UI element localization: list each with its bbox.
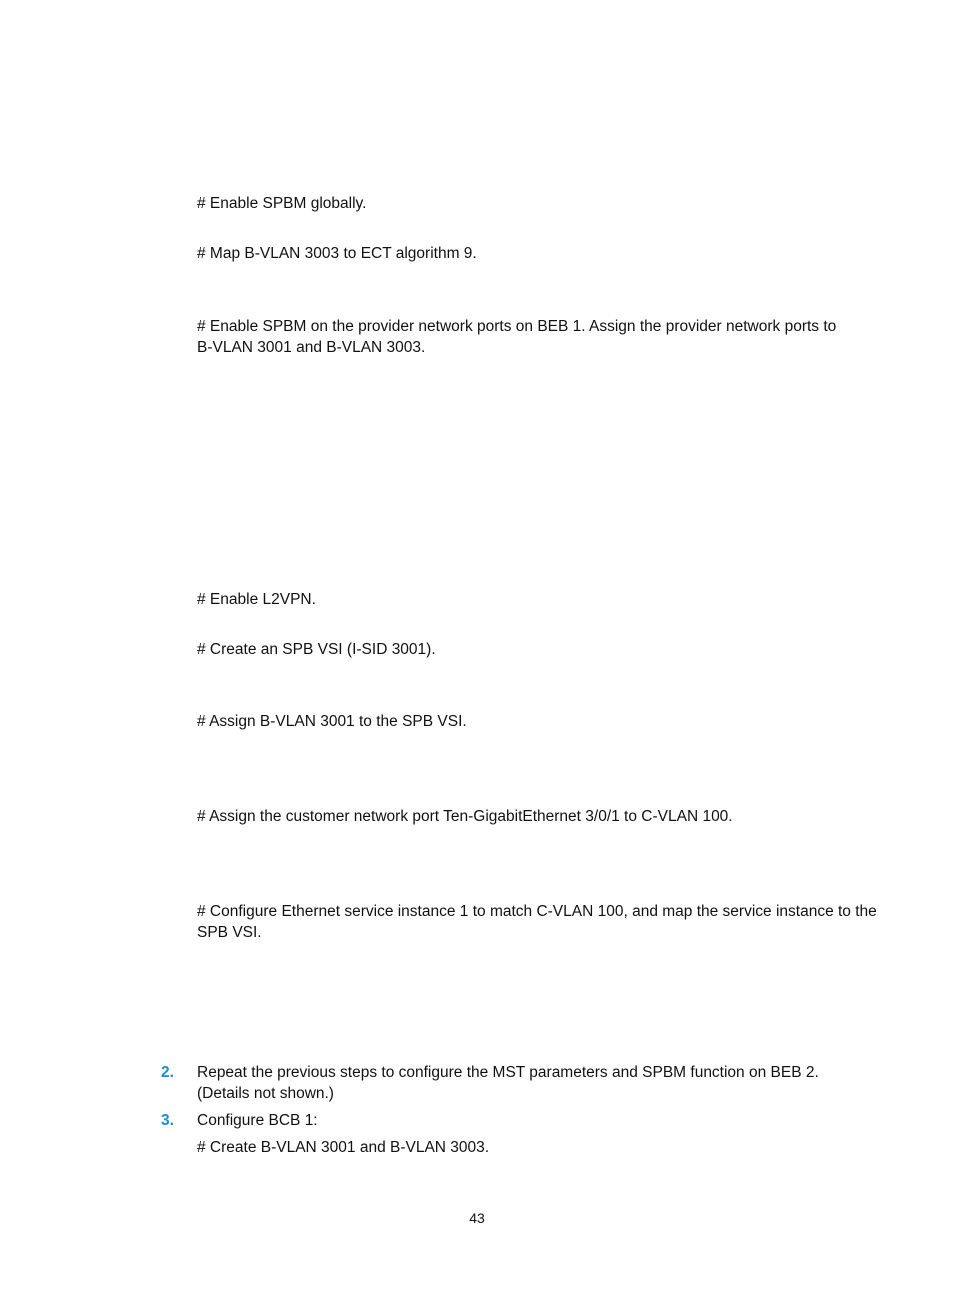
comment-enable-spbm-globally: # Enable SPBM globally. <box>197 195 367 212</box>
comment-assign-customer-port: # Assign the customer network port Ten-GigabitEthernet 3/0/1 to C-VLAN 100. <box>197 808 733 825</box>
comment-enable-spbm-ports-line2: B-VLAN 3001 and B-VLAN 3003. <box>197 339 426 356</box>
step-number-2: 2. <box>161 1064 174 1081</box>
step-number-3: 3. <box>161 1112 174 1129</box>
step-text-3: Configure BCB 1: <box>197 1112 318 1129</box>
step-text-2: Repeat the previous steps to configure the MST parameters and SPBM function on BEB 2. (Details not shown.) <box>197 1064 819 1102</box>
comment-enable-spbm-ports-line1: # Enable SPBM on the provider network ports on BEB 1. Assign the provider network ports to <box>197 318 837 335</box>
comment-create-vsi: # Create an SPB VSI (I-SID 3001). <box>197 641 436 658</box>
comment-enable-l2vpn: # Enable L2VPN. <box>197 591 316 608</box>
comment-create-bvlans: # Create B-VLAN 3001 and B-VLAN 3003. <box>197 1139 490 1156</box>
comment-configure-service-line1: # Configure Ethernet service instance 1 to match C-VLAN 100, and map the service instance to the <box>197 903 877 920</box>
comment-configure-service-line2: SPB VSI. <box>197 924 262 941</box>
comment-map-bvlan: # Map B-VLAN 3003 to ECT algorithm 9. <box>197 245 477 262</box>
comment-assign-bvlan: # Assign B-VLAN 3001 to the SPB VSI. <box>197 713 467 730</box>
page-number: 43 <box>469 1210 485 1226</box>
